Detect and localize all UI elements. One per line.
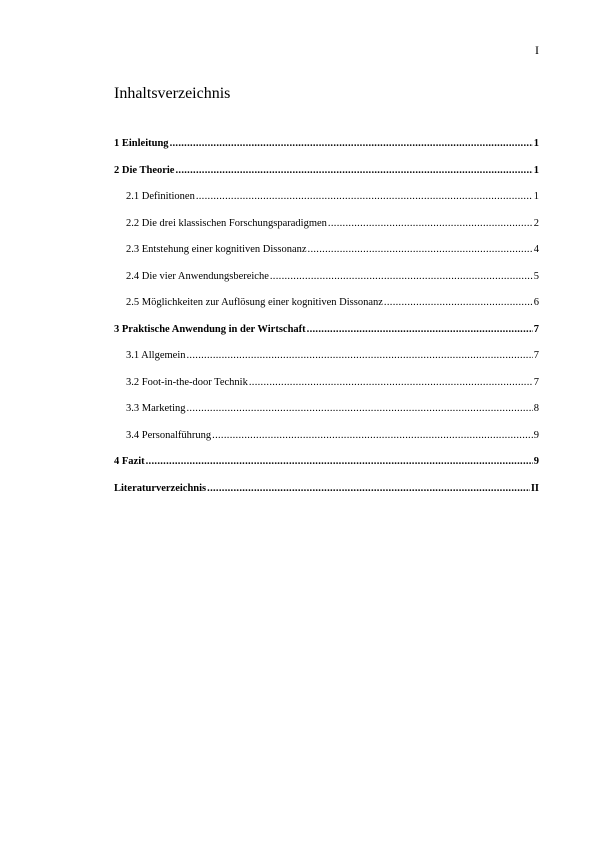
toc-leader-dots (196, 190, 533, 204)
toc-entry-page: 8 (533, 403, 539, 414)
toc-leader-dots (187, 349, 533, 363)
toc-leader-dots (307, 323, 533, 337)
toc-entry-label: 2.4 Die vier Anwendungsbereiche (126, 270, 269, 282)
toc-leader-dots (270, 270, 533, 284)
toc-entry-label: 1 Einleitung (114, 138, 169, 149)
toc-entry[interactable] (114, 270, 539, 297)
toc-leader-dots (207, 482, 530, 496)
toc-leader-dots (170, 137, 533, 151)
toc-entry-page: 7 (533, 350, 539, 361)
toc-entry-page: 9 (533, 456, 539, 467)
toc-entry-label: 3 Praktische Anwendung in der Wirtschaft (114, 323, 306, 335)
page-title: Inhaltsverzeichnis (114, 85, 231, 102)
toc-entry[interactable] (114, 482, 539, 509)
toc-entry[interactable] (114, 402, 539, 429)
toc-entry-label: 3.4 Personalführung (126, 429, 212, 441)
toc-entry[interactable] (114, 137, 539, 164)
toc-entry[interactable] (114, 190, 539, 217)
toc-entry-page: 2 (533, 217, 539, 229)
toc-entry-page: 1 (533, 164, 539, 176)
toc-entry[interactable] (114, 455, 539, 482)
toc-entry[interactable] (114, 296, 539, 323)
toc-entry-page: 7 (533, 323, 539, 335)
toc-entry-page: 9 (533, 429, 539, 441)
toc-leader-dots (212, 429, 533, 443)
toc-entry-label: 2.2 Die drei klassischen Forschungsparadigmen (126, 217, 327, 229)
toc-entry-page: 1 (533, 191, 539, 202)
toc-entry-label: 3.1 Allgemein (126, 350, 186, 361)
toc-entry[interactable] (114, 323, 539, 350)
toc-entry-page: 5 (533, 270, 539, 282)
toc-entry-page: 1 (533, 138, 539, 149)
toc-entry-page: 6 (533, 297, 539, 308)
toc-entry-label: 4 Fazit (114, 456, 145, 467)
toc-entry[interactable] (114, 349, 539, 376)
toc-entry-label: Literaturverzeichnis (114, 482, 207, 494)
table-of-contents (114, 137, 539, 508)
toc-leader-dots (308, 243, 533, 257)
toc-leader-dots (175, 164, 532, 178)
toc-leader-dots (384, 296, 533, 310)
toc-entry-page: II (530, 482, 539, 494)
toc-entry-label: 2 Die Theorie (114, 164, 175, 176)
toc-entry[interactable] (114, 429, 539, 456)
toc-entry-page: 4 (533, 244, 539, 255)
toc-leader-dots (328, 217, 533, 231)
toc-entry-label: 2.5 Möglichkeiten zur Auflösung einer kognitiven Dissonanz (126, 297, 383, 308)
toc-entry[interactable] (114, 376, 539, 403)
toc-entry-label: 2.3 Entstehung einer kognitiven Dissonanz (126, 244, 307, 255)
toc-entry-label: 2.1 Definitionen (126, 191, 195, 202)
toc-leader-dots (249, 376, 533, 390)
page-number: I (535, 43, 539, 57)
toc-entry[interactable] (114, 217, 539, 244)
toc-leader-dots (187, 402, 533, 416)
toc-entry[interactable] (114, 243, 539, 270)
toc-leader-dots (146, 455, 533, 469)
toc-entry-label: 3.2 Foot-in-the-door Technik (126, 376, 248, 388)
toc-entry[interactable] (114, 164, 539, 191)
toc-entry-label: 3.3 Marketing (126, 403, 186, 414)
toc-entry-page: 7 (533, 376, 539, 388)
